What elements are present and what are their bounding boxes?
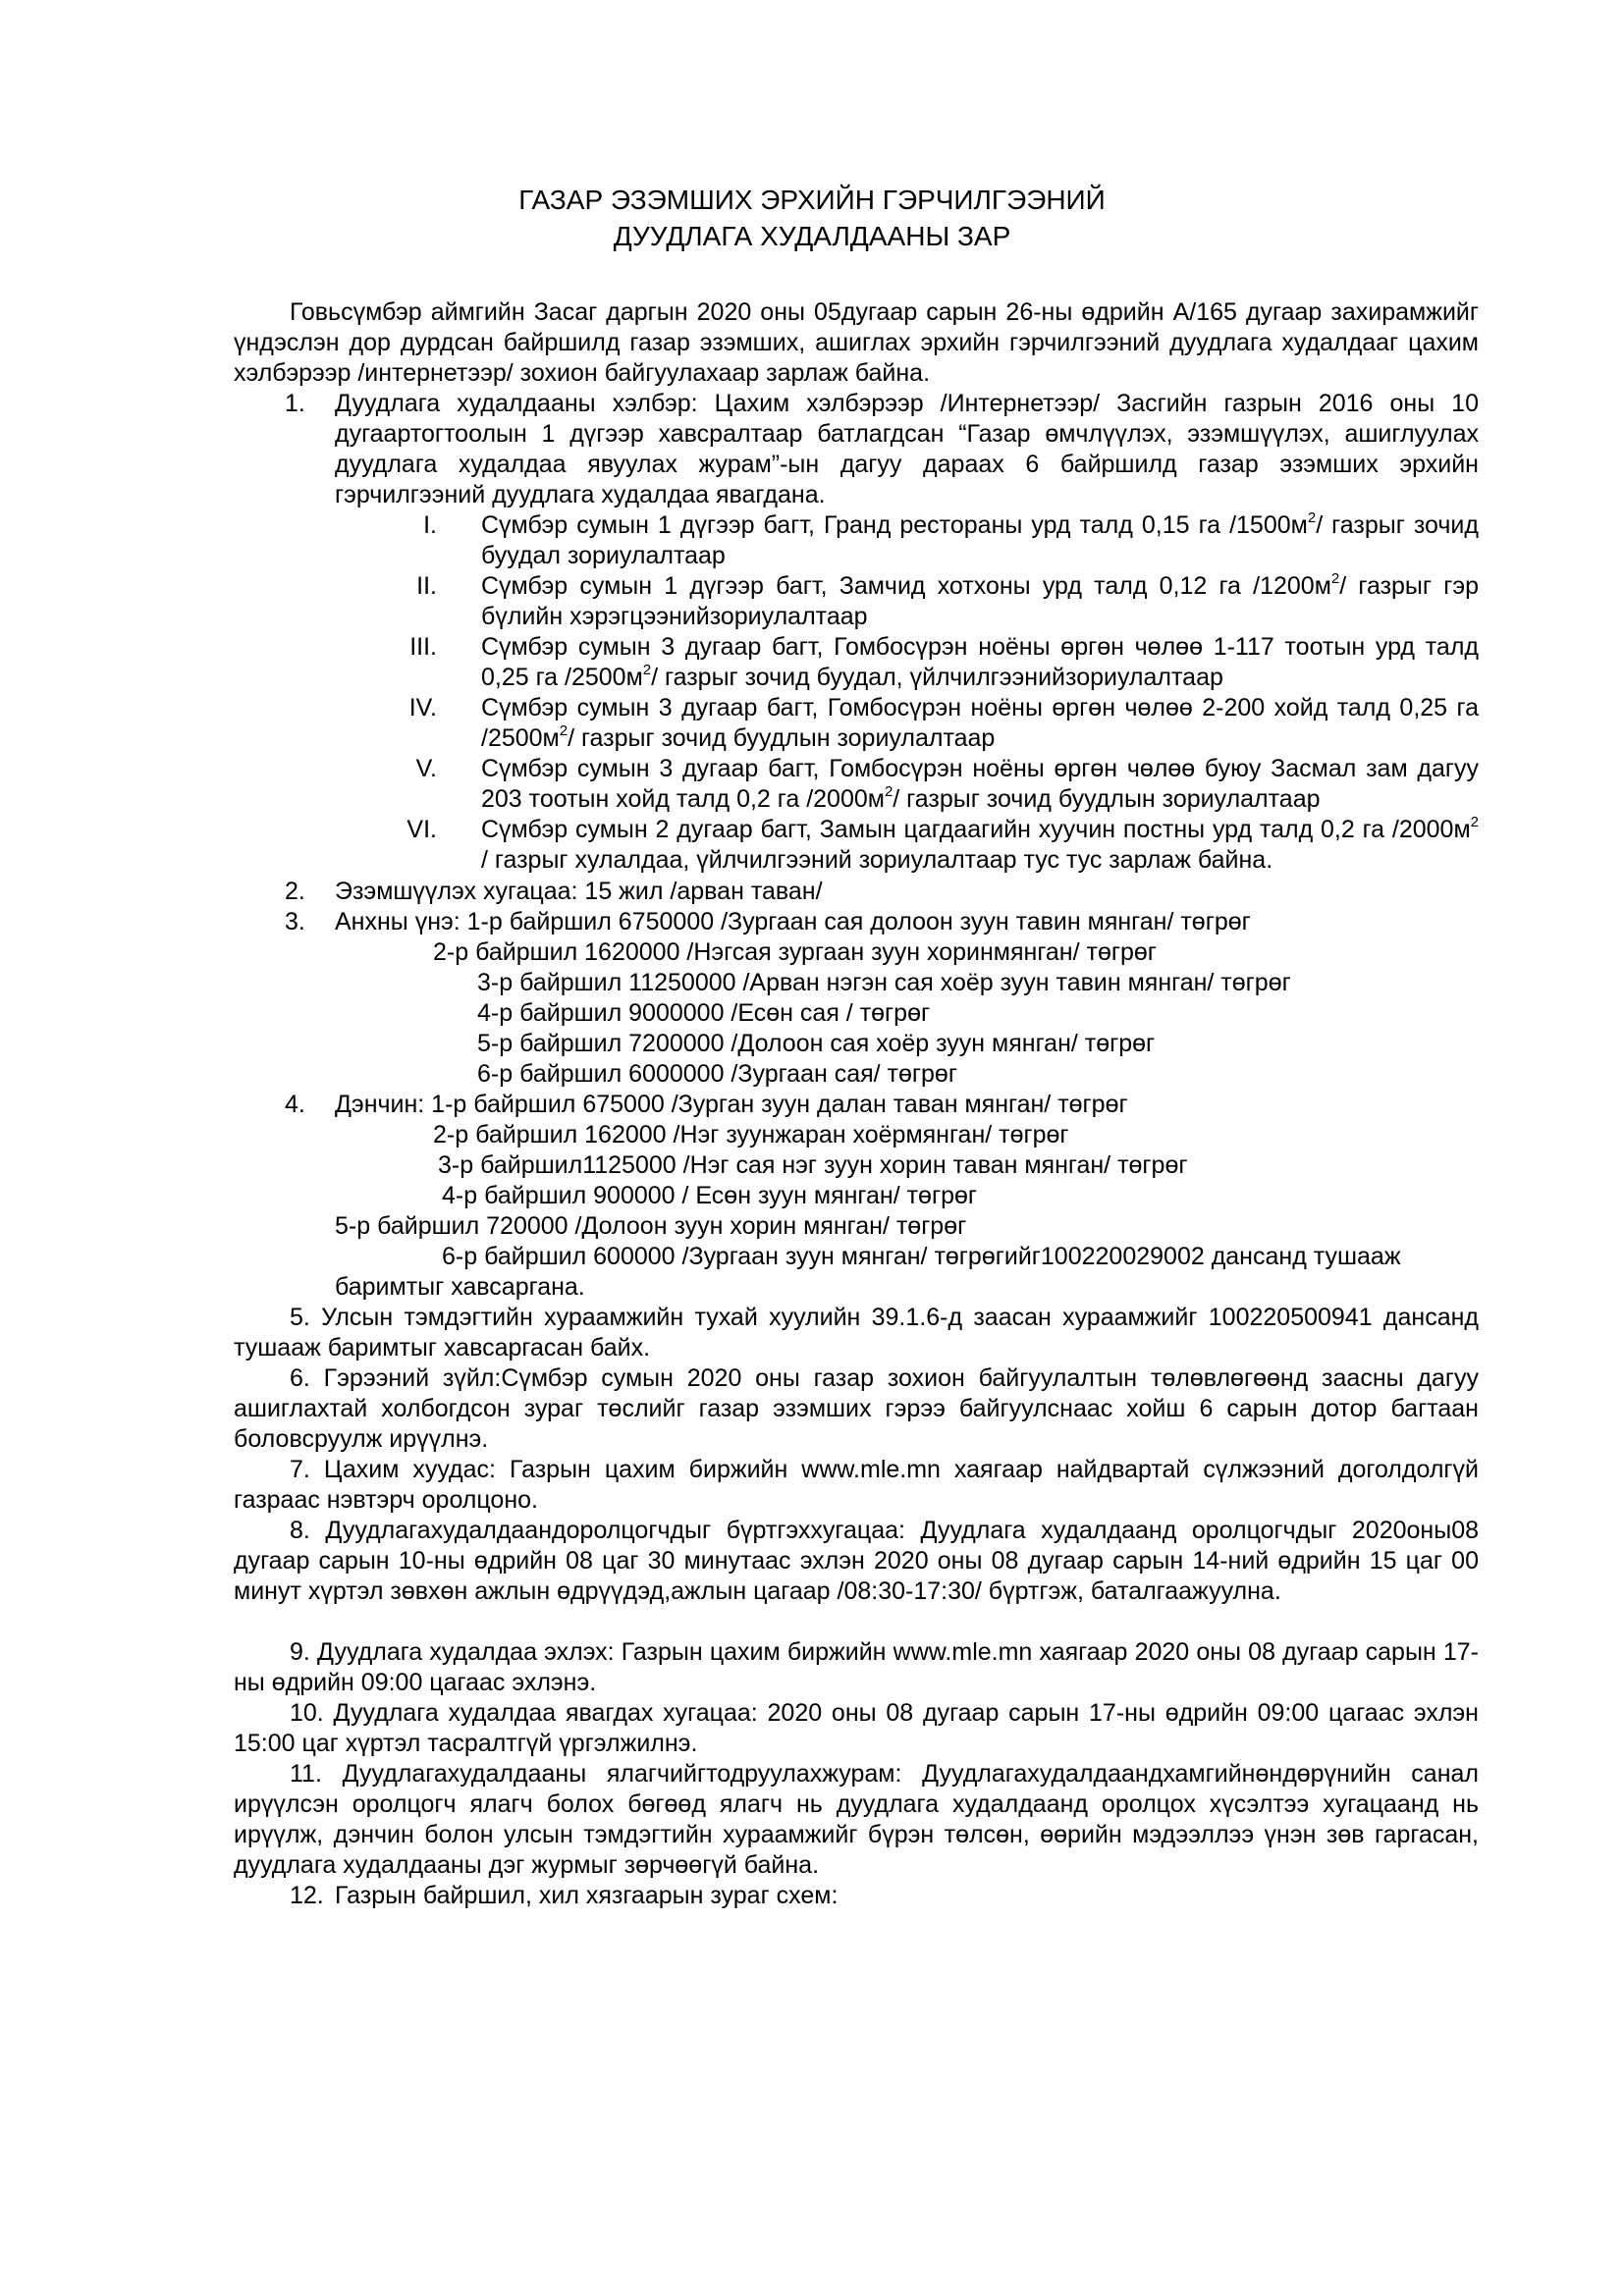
- item-3-number: 3.: [285, 908, 305, 935]
- location-6-text: Сүмбэр сумын 2 дугаар багт, Замын цагдаагийн хуучин постны урд талд 0,2 га $/2000м^2$ / газрыг хулалдаа, үйлчилгээний зориулалтаар тус тус зарлаж байна.: [481, 813, 1479, 874]
- location-2-number: II.: [416, 572, 437, 600]
- item-2-text: Эзэмшүүлэх хугацаа: 15 жил /арван таван/: [335, 878, 823, 905]
- document-title: [0, 182, 1624, 254]
- intro-paragraph: Говьсүмбэр аймгийн Засаг даргын 2020 оны 05дугаар сарын 26-ны өдрийн А/165 дугаар захирамжийг үндэслэн дор дурдсан байршилд газар эзэмших, ашиглах эрхийн гэрчилгээний дуудлага худалдааг цахим хэлбэрээр /интернетээр/ зохион байгуулахаар зарлаж байна.: [234, 298, 1479, 387]
- title-line-1: ГАЗАР ЭЗЭМШИХ ЭРХИЙН ГЭРЧИЛГЭЭНИЙ: [518, 185, 1106, 215]
- item-4-line-1: Дэнчин: 1-р байршил 675000 /Зурган зуун далан таван мянган/ төгрөг: [335, 1091, 1128, 1118]
- location-4-text: Сүмбэр сумын 3 дугаар багт, Гомбосүрэн ноёны өргөн чөлөө 2-200 хойд талд 0,25 га $/2500м^2/$ газрыг зочид буудлын зориулалтаар: [481, 694, 1479, 752]
- item-1-number: 1.: [285, 390, 305, 417]
- location-6-number: VI.: [406, 816, 437, 843]
- location-2-text: Сүмбэр сумын 1 дүгээр багт, Замчид хотхоны урд талд 0,12 га $/1200м^2/$ газрыг гэр бүлийн хэрэгцээнийзориулалтаар: [481, 569, 1479, 630]
- location-1-number: I.: [423, 511, 437, 539]
- item-7-paragraph: 7. Цахим хуудас: Газрын цахим биржийн www.mle.mn хаягаар найдвартай сүлжээний доголдолгүй газраас нэвтэрч оролцоно.: [234, 1456, 1479, 1514]
- item-12-number: 12.: [290, 1882, 324, 1909]
- item-3-line-5: 5-р байршил 7200000 /Долоон сая хоёр зуун мянган/ төгрөг: [477, 1030, 1156, 1057]
- item-8-paragraph: 8. Дуудлагахудалдаандоролцогчдыг бүртгэххугацаа: Дуудлага худалдаанд оролцогчдыг 2020оны08 дугаар сарын 10-ны өдрийн 08 цаг 30 минутаас эхлэн 2020 оны 08 дугаар сарын 14-ний өдрийн 15 цаг 00 минут хүртэл зөвхөн ажлын өдрүүдэд,ажлын цагаар /08:30-17:30/ бүртгэж, баталгаажуулна.: [234, 1517, 1479, 1605]
- location-3-text: Сүмбэр сумын 3 дугаар багт, Гомбосүрэн ноёны өргөн чөлөө 1-117 тоотын урд талд 0,25 га $/2500м^2/$ газрыг зочид буудал, үйлчилгээнийзориулалтаар: [481, 633, 1479, 691]
- item-12-text: Газрын байршил, хил хязгаарын зураг схем:: [335, 1882, 839, 1909]
- item-4-line-4: 4-р байршил 900000 / Есөн зуун мянган/ төгрөг: [442, 1182, 977, 1209]
- item-4-line-2: 2-р байршил 162000 /Нэг зуунжаран хоёрмянган/ төгрөг: [433, 1121, 1069, 1148]
- item-3-line-4: 4-р байршил 9000000 /Есөн сая / төгрөг: [477, 999, 931, 1027]
- location-3-number: III.: [409, 633, 437, 661]
- item-4-line-5: 5-р байршил 720000 /Долоон зуун хорин мянган/ төгрөг: [335, 1212, 967, 1240]
- item-10-paragraph: 10. Дуудлага худалдаа явагдах хугацаа: 2020 оны 08 дугаар сарын 17-ны өдрийн 09:00 цагаас эхлэн 15:00 цаг хүртэл тасралтгүй үргэлжилнэ.: [234, 1699, 1479, 1757]
- item-11-paragraph: 11. Дуудлагахудалдааны ялагчийгтодруулахжурам: Дуудлагахудалдаандхамгийнөндөрүнийн санал ирүүлсэн оролцогч ялагч болох бөгөөд ялагч нь дуудлага худалдаанд оролцох хүсэлтээ хугацаанд нь ирүүлж, дэнчин болон улсын тэмдэгтийн хураамжийг бүрэн төлсөн, өөрийн мэдээллээ үнэн зөв гаргасан, дуудлага худалдааны дэг журмыг зөрчөөгүй байна.: [234, 1760, 1479, 1879]
- item-4-line-6: 6-р байршил 600000 /Зургаан зуун мянган/ төгрөгийг100220029002 дансанд тушааж: [442, 1243, 1401, 1270]
- item-4-line-7: баримтыг хавсаргана.: [335, 1273, 585, 1301]
- item-4-line-3: 3-р байршил1125000 /Нэг сая нэг зуун хорин таван мянган/ төгрөг: [438, 1151, 1188, 1179]
- item-3-line-3: 3-р байршил 11250000 /Арван нэгэн сая хоёр зуун тавин мянган/ төгрөг: [477, 969, 1291, 996]
- item-5-paragraph: 5. Улсын тэмдэгтийн хураамжийн тухай хуулийн 39.1.6-д заасан хураамжийг 100220500941 дансанд тушааж баримтыг хавсаргасан байх.: [234, 1304, 1479, 1362]
- location-1-text: Сүмбэр сумын 1 дүгээр багт, Гранд рестораны урд талд 0,15 га $/1500м^2/$ газрыг зочид буудал зориулалтаар: [481, 508, 1479, 569]
- item-6-paragraph: 6. Гэрээний зүйл:Сүмбэр сумын 2020 оны газар зохион байгуулалтын төлөвлөгөөнд заасны дагуу ашиглахтай холбогдсон зураг төслийг газар эзэмших гэрээ байгуулснаас хойш 6 сарын дотор багтаан боловсруулж ирүүлнэ.: [234, 1364, 1479, 1453]
- item-3-line-2: 2-р байршил 1620000 /Нэгсая зургаан зуун хоринмянган/ төгрөг: [433, 938, 1157, 966]
- item-1-text: Дуудлага худалдааны хэлбэр: Цахим хэлбэрээр /Интернетээр/ Засгийн газрын 2016 оны 10 дугаартогтоолын 1 дүгээр хавсралтаар батлагдсан “Газар өмчлүүлэх, эзэмшүүлэх, ашиглуулах дуудлага худалдаа явуулах журам”-ын дагуу дараах 6 байршилд газар эзэмших эрхийн гэрчилгээний дуудлага худалдаа явагдана.: [335, 390, 1479, 508]
- item-3-line-1: Анхны үнэ: 1-р байршил 6750000 /Зургаан сая долоон зуун тавин мянган/ төгрөг: [335, 908, 1251, 935]
- item-2-number: 2.: [285, 878, 305, 905]
- item-9-paragraph: 9. Дуудлага худалдаа эхлэх: Газрын цахим биржийн www.mle.mn хаягаар 2020 оны 08 дугаар сарын 17-ны өдрийн 09:00 цагаас эхлэнэ.: [234, 1638, 1479, 1696]
- item-3-line-6: 6-р байршил 6000000 /Зургаан сая/ төгрөг: [477, 1060, 957, 1088]
- location-5-text: Сүмбэр сумын 3 дугаар багт, Гомбосүрэн ноёны өргөн чөлөө буюу Засмал зам дагуу 203 тоотын хойд талд 0,2 га $/2000м^2/$ газрыг зочид буудлын зориулалтаар: [481, 755, 1479, 813]
- location-4-number: IV.: [408, 694, 437, 721]
- title-line-2: ДУУДЛАГА ХУДАЛДААНЫ ЗАР: [613, 221, 1011, 251]
- item-4-number: 4.: [285, 1091, 305, 1118]
- location-5-number: V.: [415, 755, 437, 782]
